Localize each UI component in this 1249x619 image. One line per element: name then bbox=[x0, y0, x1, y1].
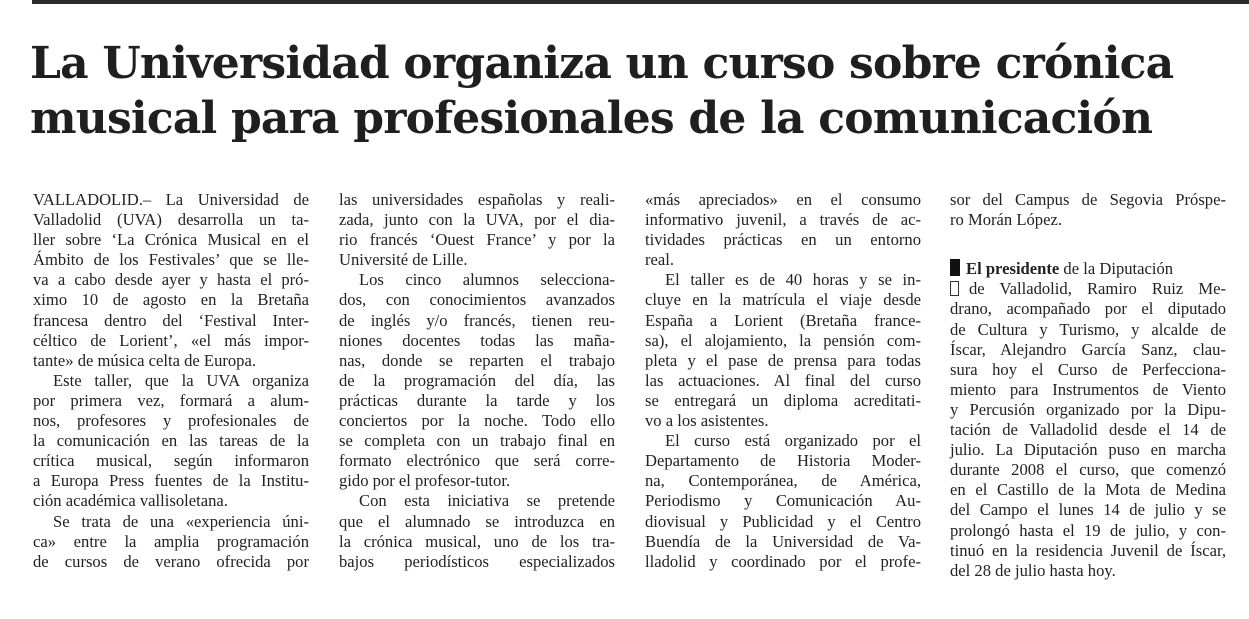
text-line: Este taller, que la UVA organiza bbox=[53, 370, 309, 390]
text-line bbox=[950, 279, 1226, 299]
text-line: céltico de Lorient’, «el más impor- bbox=[33, 330, 309, 350]
text-line: Valladolid (UVA) desarrolla un ta- bbox=[33, 210, 309, 230]
text-line: informativo juvenil, a través de ac- bbox=[645, 210, 921, 230]
column-3 bbox=[645, 190, 921, 572]
top-rule bbox=[32, 0, 1249, 4]
text-line: tinuó en la residencia Juvenil de Íscar, bbox=[950, 540, 1226, 560]
text-line: de cursos de verano ofrecida por bbox=[33, 551, 309, 571]
column-4 bbox=[950, 190, 1226, 581]
text-line: drano, acompañado por el diputado bbox=[950, 299, 1226, 319]
missing-glyph-icon bbox=[950, 281, 959, 296]
text-line: por primera vez, formará a alum- bbox=[33, 390, 309, 410]
text-line: tante» de música celta de Europa. bbox=[33, 350, 256, 370]
text-line: pleta y el pase de prensa para todas bbox=[645, 350, 921, 370]
text-line: tividades prácticas en un entorno bbox=[645, 230, 921, 250]
headline bbox=[30, 36, 1230, 146]
text-line: Con esta iniciativa se pretende bbox=[359, 491, 615, 511]
text-line: conciertos por la noche. Todo ello bbox=[339, 411, 615, 431]
text-line: diovisual y Publicidad y el Centro bbox=[645, 511, 921, 531]
text-line: gido por el profesor-tutor. bbox=[339, 471, 511, 491]
text-line: francesa dentro del ‘Festival Inter- bbox=[33, 310, 309, 330]
text-line: dos, con conocimientos avanzados bbox=[339, 290, 615, 310]
text-line: sa), el alojamiento, la pensión com- bbox=[645, 330, 921, 350]
text-line: en el Castillo de la Mota de Medina bbox=[950, 480, 1226, 500]
text-line: real. bbox=[645, 250, 675, 270]
text-line: tación de Valladolid desde el 14 de bbox=[950, 420, 1226, 440]
text-line: ller sobre ‘La Crónica Musical en el bbox=[33, 230, 309, 250]
text-line: Íscar, Alejandro García Sanz, clau- bbox=[950, 339, 1226, 359]
text-fragment: de Valladolid, Ramiro Ruiz Me- bbox=[969, 279, 1226, 299]
text-line: nas, donde se reparten el trabajo bbox=[339, 350, 615, 370]
text-line: de inglés y/o francés, tienen reu- bbox=[339, 310, 615, 330]
headline-line-1: La Universidad organiza un curso sobre crónica bbox=[30, 38, 1174, 89]
headline-line-2: musical para profesionales de la comunicación bbox=[30, 93, 1153, 144]
text-line: «más apreciados» en el consumo bbox=[645, 190, 921, 209]
text-line: ximo 10 de agosto en la Bretaña bbox=[33, 290, 309, 310]
text-line: julio. La Diputación puso en marcha bbox=[950, 440, 1226, 460]
text-line: las universidades españolas y reali- bbox=[339, 190, 615, 209]
text-line: Se trata de una «experiencia úni- bbox=[53, 511, 309, 531]
column-1 bbox=[33, 190, 309, 572]
text-line: Periodismo y Comunicación Au- bbox=[645, 491, 921, 511]
text-line: nos, profesores y profesionales de bbox=[33, 411, 309, 431]
text-line: Los cinco alumnos selecciona- bbox=[359, 270, 615, 290]
text-line: vo a los asistentes. bbox=[645, 411, 769, 431]
text-line: de Cultura y Turismo, y alcalde de bbox=[950, 319, 1226, 339]
text-line: la crónica musical, uno de los tra- bbox=[339, 531, 615, 551]
blank-line bbox=[950, 230, 1226, 250]
text-line: formato electrónico que será corre- bbox=[339, 451, 615, 471]
text-line: El curso está organizado por el bbox=[665, 431, 921, 451]
text-line: la comunicación en las tareas de la bbox=[33, 431, 309, 451]
text-line: y Percusión organizado por la Dipu- bbox=[950, 399, 1226, 419]
text-line: Université de Lille. bbox=[339, 250, 468, 270]
text-line: El taller es de 40 horas y se in- bbox=[665, 270, 921, 290]
text-line: bajos periodísticos especializados bbox=[339, 551, 615, 571]
text-line: ro Morán López. bbox=[950, 210, 1062, 230]
text-line: a Europa Press fuentes de la Institu- bbox=[33, 471, 309, 491]
text-line: sura hoy el Curso de Perfecciona- bbox=[950, 359, 1226, 379]
text-line: las actuaciones. Al final del curso bbox=[645, 370, 921, 390]
text-line: Ámbito de los Festivales’ que se lle- bbox=[33, 250, 309, 270]
text-line: del 28 de julio hasta hoy. bbox=[950, 560, 1116, 580]
text-line: Departamento de Historia Moder- bbox=[645, 451, 921, 471]
text-line: sor del Campus de Segovia Próspe- bbox=[950, 190, 1226, 209]
column-2 bbox=[339, 190, 615, 572]
text-line: prolongó hasta el 19 de julio, y con- bbox=[950, 520, 1226, 540]
text-line: niones docentes todas las maña- bbox=[339, 330, 615, 350]
lead-in-rest: de la Diputación bbox=[1059, 259, 1174, 279]
text-line: España a Lorient (Bretaña france- bbox=[645, 310, 921, 330]
text-line: del Campo el lunes 14 de julio y se bbox=[950, 500, 1226, 520]
text-line: lladolid y coordinado por el profe- bbox=[645, 551, 921, 571]
text-line: crítica musical, según informaron bbox=[33, 451, 309, 471]
text-line: ción académica vallisoletana. bbox=[33, 491, 228, 511]
block-bullet-icon bbox=[950, 259, 960, 276]
lead-in: El presidente bbox=[966, 259, 1060, 279]
text-line: se entregará un diploma acreditati- bbox=[645, 390, 921, 410]
text-line: se completa con un trabajo final en bbox=[339, 431, 615, 451]
text-line: durante 2008 el curso, que comenzó bbox=[950, 460, 1226, 480]
text-line: na, Contemporánea, de América, bbox=[645, 471, 921, 491]
text-line: de la programación del día, las bbox=[339, 370, 615, 390]
text-line: va a cabo desde ayer y hasta el pró- bbox=[33, 270, 309, 290]
text-line: cluye en la matrícula el viaje desde bbox=[645, 290, 921, 310]
text-line: zada, junto con la UVA, por el dia- bbox=[339, 210, 615, 230]
text-line: VALLADOLID.– La Universidad de bbox=[33, 190, 309, 209]
text-line: ca» entre la amplia programación bbox=[33, 531, 309, 551]
text-line: miento para Instrumentos de Viento bbox=[950, 379, 1226, 399]
text-line bbox=[950, 259, 1226, 279]
text-line: prácticas durante la tarde y los bbox=[339, 390, 615, 410]
text-line: rio francés ‘Ouest France’ y por la bbox=[339, 230, 615, 250]
text-line: que el alumnado se introduzca en bbox=[339, 511, 615, 531]
text-line: Buendía de la Universidad de Va- bbox=[645, 531, 921, 551]
